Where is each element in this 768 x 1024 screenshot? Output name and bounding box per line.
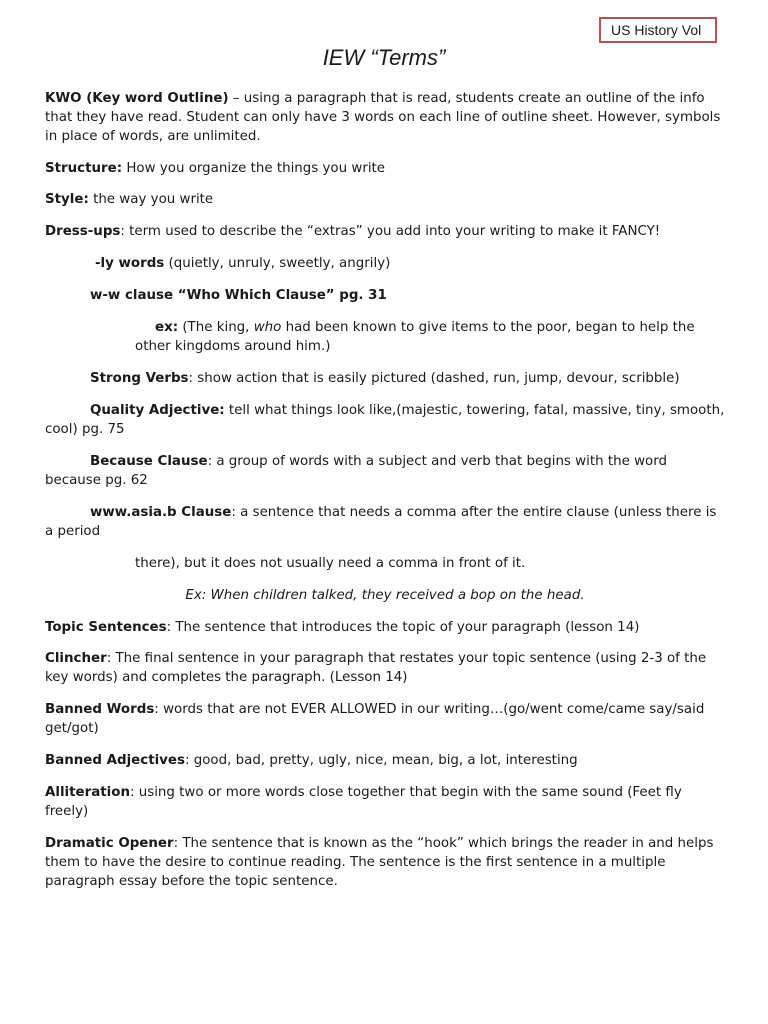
term-label: Structure: <box>45 161 123 176</box>
term-definition: : a sentence that needs a comma after the entire clause (unless there is a period <box>45 505 717 539</box>
term-banned-words <box>45 700 725 738</box>
term-alliteration <box>45 783 725 821</box>
term-ww-clause <box>45 286 725 305</box>
example-text: had been known to give items to the poor, began to help the other kingdoms around him.) <box>135 320 695 354</box>
term-label: Because Clause <box>90 454 208 469</box>
term-strong-verbs <box>45 369 725 388</box>
term-dramatic-opener <box>45 834 725 891</box>
term-definition: : term used to describe the “extras” you add into your writing to make it FANCY! <box>120 224 661 239</box>
term-definition: – using a paragraph that is read, students create an outline of the info that they have read. Student can only have 3 words on each line of outline sheet. However, symbols in place of words, are unlimited. <box>45 91 721 144</box>
asiab-example: Ex: When children talked, they received a bop on the head. <box>185 588 585 603</box>
term-definition: : show action that is easily pictured (dashed, run, jump, devour, scribble) <box>188 371 680 386</box>
term-label: Style: <box>45 192 89 207</box>
term-label: w-w clause “Who Which Clause” pg. 31 <box>90 288 387 303</box>
term-definition: : using two or more words close together that begin with the same sound (Feet fly freely) <box>45 785 682 819</box>
term-label: Clincher <box>45 651 107 666</box>
example-emphasis: who <box>253 320 282 335</box>
term-definition: the way you write <box>88 192 214 207</box>
term-label: Dramatic Opener <box>45 836 174 851</box>
term-definition: : words that are not EVER ALLOWED in our writing…(go/went come/came say/said get/got) <box>45 702 705 736</box>
term-label: Alliteration <box>45 785 130 800</box>
term-label: Banned Words <box>45 702 155 717</box>
term-definition: How you organize the things you write <box>122 161 386 176</box>
term-quality-adjective <box>45 401 725 439</box>
term-label: Dress-ups <box>45 224 121 239</box>
term-label: Topic Sentences <box>45 620 167 635</box>
term-definition: : The sentence that is known as the “hook” which brings the reader in and helps them to have the desire to continue reading. The sentence is the first sentence in a multiple paragraph essay before the topic sentence. <box>45 836 714 889</box>
document-tag: US History Vol <box>599 17 717 43</box>
term-ly-words <box>45 254 725 273</box>
term-style <box>45 190 725 209</box>
term-definition: tell what things look like,(majestic, towering, fatal, massive, tiny, smooth, cool) pg. 75 <box>45 403 725 437</box>
term-banned-adjectives <box>45 751 725 770</box>
example-label: ex: <box>155 320 179 335</box>
term-label: Strong Verbs <box>90 371 189 386</box>
term-topic-sentences <box>45 618 725 637</box>
term-definition: : a group of words with a subject and verb that begins with the word because pg. 62 <box>45 454 667 488</box>
page-title: IEW “Terms” <box>322 45 446 70</box>
term-label: KWO (Key word Outline) <box>45 91 229 106</box>
term-label: Quality Adjective: <box>90 403 225 418</box>
ww-example <box>45 318 725 356</box>
term-clincher <box>45 649 725 687</box>
term-label: www.asia.b Clause <box>90 505 232 520</box>
term-asiab-clause <box>45 503 725 541</box>
term-because-clause <box>45 452 725 490</box>
term-kwo <box>45 89 725 146</box>
term-dressups <box>45 222 725 241</box>
term-definition: (quietly, unruly, sweetly, angrily) <box>164 256 391 271</box>
asiab-continuation: there), but it does not usually need a comma in front of it. <box>135 556 526 571</box>
term-structure <box>45 159 725 178</box>
term-definition: : The final sentence in your paragraph that restates your topic sentence (using 2-3 of the key words) and completes the paragraph. (Lesson 14) <box>45 651 707 685</box>
term-label: -ly words <box>95 256 165 271</box>
term-definition: : good, bad, pretty, ugly, nice, mean, big, a lot, interesting <box>184 753 578 768</box>
term-label: Banned Adjectives <box>45 753 185 768</box>
example-text: (The king, <box>178 320 254 335</box>
term-definition: : The sentence that introduces the topic of your paragraph (lesson 14) <box>166 620 640 635</box>
